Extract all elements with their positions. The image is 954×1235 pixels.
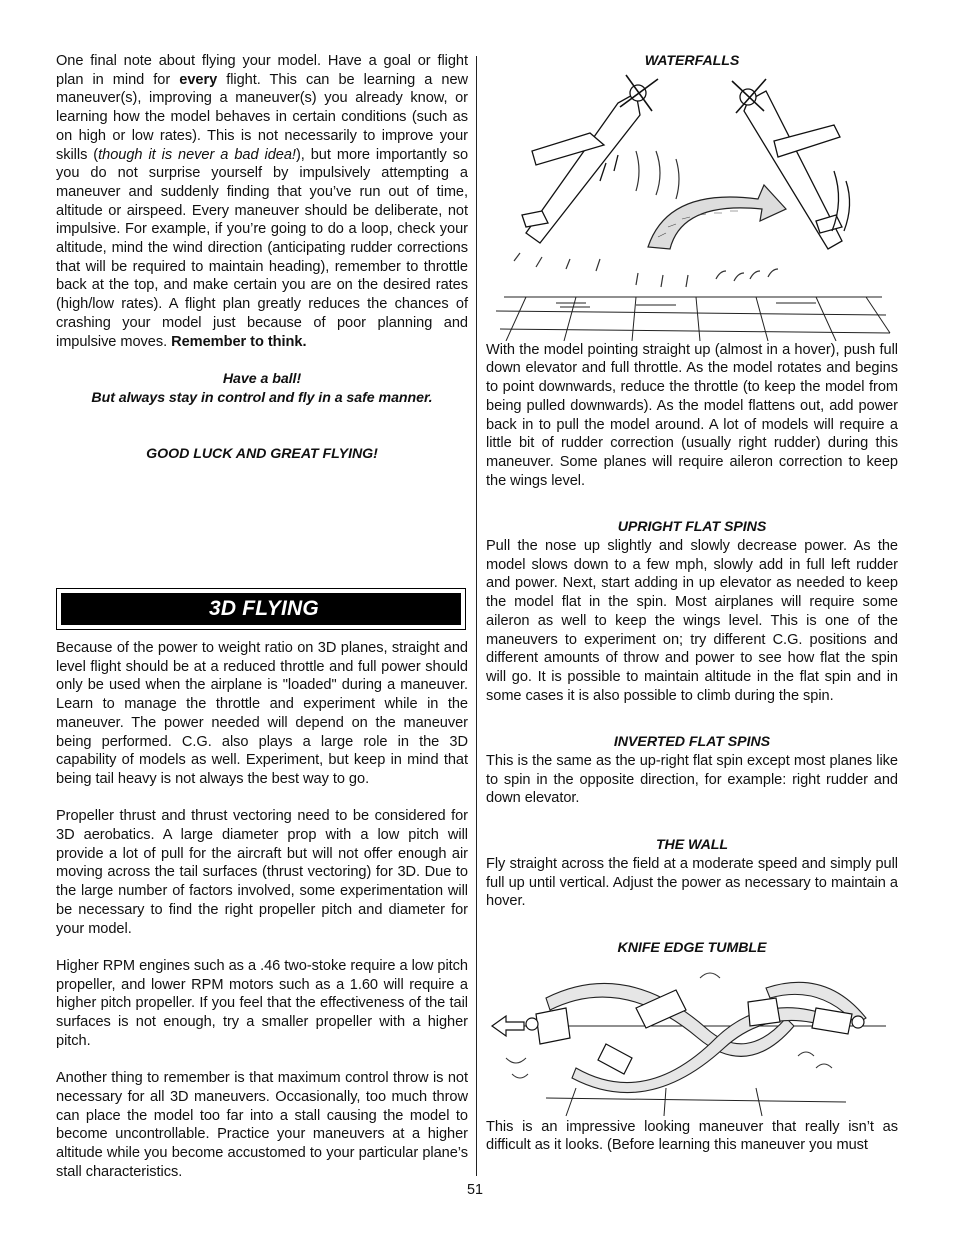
- left-column: [56, 52, 469, 1180]
- waterfalls-heading: WATERFALLS: [644, 53, 740, 69]
- waterfalls-paragraph: With the model pointing straight up (almost in a hover), push full down elevator and full throttle. As the model rotates and begins to point downwards, reduce the throttle (to keep the model from being pulled downwards). As the model flattens out, add power back in to pull the model around. A lot of models will require a little bit of rudder correction (usually right rudder) during this maneuver. Some planes will require aileron correction to keep the wings level.: [486, 341, 898, 489]
- knife-edge-tumble-heading: KNIFE EDGE TUMBLE: [617, 939, 767, 956]
- flight-plan-paragraph: One final note about flying your model. Have a goal or flight plan in mind for every flight. This can be learning a new maneuver(s), improving a maneuver(s) you already know, or learning how the model behaves in certain conditions (such as on high or low rates). This is not necessarily to improve your skills (though it is never a bad idea!), but more importantly so you do not surprise yourself by impulsively attempting a maneuver and suddenly finding that you’ve run out of time, altitude or airspeed. Every maneuver should be deliberate, not impulsive. For example, if you’re going to do a loop, check your altitude, mind the wind direction (anticipating rudder corrections that will be required to maintain heading), remember to throttle back at the top, and make certain you are on the desired rates (high/low rates). A flight plan greatly reduces the chances of crashing your model just because of poor planning and impulsive moves. Remember to think.: [56, 53, 469, 350]
- control-throw-paragraph: Another thing to remember is that maximum control throw is not necessary for all 3D maneuvers. Occasionally, too much throw can place the model too far into a stall causing the model to become uncontrollable. Practice your maneuvers at a higher altitude while you become accustomed to your particular plane’s stall characteristics.: [56, 1070, 468, 1180]
- emphasis-every: every: [179, 71, 218, 88]
- inverted-flat-spins-paragraph: This is the same as the up-right flat spin except most planes like to spin in the opposite direction, for example: right rudder and down elevator.: [486, 753, 898, 807]
- upright-flat-spins-heading: UPRIGHT FLAT SPINS: [617, 519, 767, 536]
- remember-to-think: Remember to think.: [171, 333, 307, 350]
- section-title: 3D FLYING: [209, 597, 319, 620]
- right-column: [486, 52, 898, 1155]
- the-wall-paragraph: Fly straight across the field at a moderate speed and simply pull full up until vertical. Adjust the power as necessary to maintain a hover.: [486, 855, 898, 910]
- propeller-paragraph: Propeller thrust and thrust vectoring need to be considered for 3D aerobatics. A large diameter prop with a low pitch will provide a lot of pull for the aircraft but will not offer enough air moving across the tail surfaces (thrust vectoring) for 3D. Due to the large number of factors involved, some experimentation will be necessary to find the right propeller pitch and diameter for your model.: [56, 808, 468, 937]
- rpm-paragraph: Higher RPM engines such as a .46 two-stoke require a low pitch propeller, and lower RPM motors such as a 1.60 will require a higher pitch propeller. If you feel that the effectiveness of the tail surfaces is not enough, try a smaller propeller with a higher pitch.: [56, 957, 468, 1049]
- column-divider: [476, 56, 477, 1176]
- knife-edge-tumble-paragraph: This is an impressive looking maneuver that really isn’t as difficult as it looks. (Before learning this maneuver you must: [486, 1118, 898, 1154]
- have-a-ball: Have a ball!: [222, 370, 302, 387]
- page-number: 51: [467, 1182, 484, 1198]
- knife-edge-tumble-illustration: [486, 958, 898, 1118]
- the-wall-heading: THE WALL: [655, 837, 729, 854]
- inverted-flat-spins-heading: INVERTED FLAT SPINS: [613, 734, 771, 751]
- 3d-flying-body: [56, 639, 468, 1181]
- power-paragraph: Because of the power to weight ratio on 3D planes, straight and level flight should be at a reduced throttle and full power should only be used when the airplane is "loaded" during a maneuver. Learn to manage the throttle and experiment while in the maneuver. The power needed will depend on the maneuver being performed. C.G. also plays a large role in the 3D capability of models as well. Experiment, but keep in mind that being tail heavy is not always the best way to go.: [56, 640, 468, 787]
- good-luck-line: GOOD LUCK AND GREAT FLYING!: [146, 445, 378, 462]
- aside-italic: though it is never a bad idea!: [98, 146, 296, 163]
- section-banner: [56, 588, 466, 630]
- waterfalls-illustration: [486, 71, 898, 341]
- stay-in-control: But always stay in control and fly in a safe manner.: [91, 389, 433, 406]
- upright-flat-spins-paragraph: Pull the nose up slightly and slowly decrease power. As the model slows down to a few mph, slowly add in full left rudder and power. Next, start adding in up elevator as needed to keep the model flat in the spin. Most airplanes will require some aileron as well to keep the wings level. This is one of the maneuvers to experiment on; try different C.G. positions and different amounts of throw and power to see how flat the spin will go. It is possible to maintain altitude in the flat spin and in some cases it is also possible to climb during the spin.: [486, 538, 898, 704]
